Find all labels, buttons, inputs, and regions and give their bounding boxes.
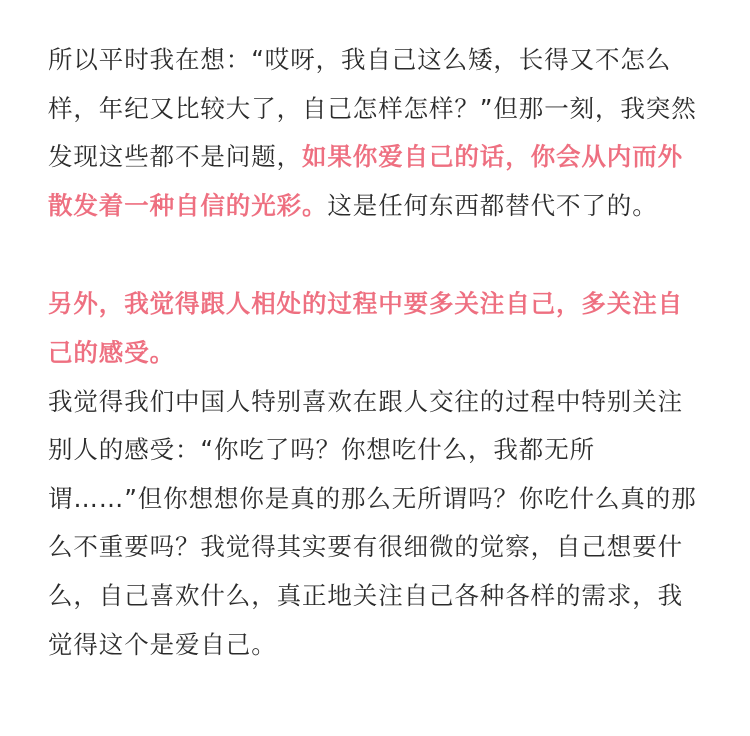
paragraph-spacer [48,230,708,280]
paragraph-care-for-self: 我觉得我们中国人特别喜欢在跟人交往的过程中特别关注别人的感受：“你吃了吗？你想吃什么，我都无所谓……”但你想想你是真的那么无所谓吗？你吃什么真的那么不重要吗？我觉得其实要有很细微的觉察，自己想要什么，自己喜欢什么，真正地关注自己各种各样的需求，我觉得这个是爱自己。 [48,386,697,659]
section-heading: 另外，我觉得跟人相处的过程中要多关注自己，多关注自己的感受。 [48,289,683,367]
paragraph-text-before-highlight: 所以平时我在想：“哎呀，我自己这么矮，长得又不怎么样，年纪又比较大了，自己怎样怎样？”但那一刻，我突然发现这些都不是问题， [48,45,697,172]
article-body [48,36,708,669]
paragraph-self-confidence [48,36,708,230]
paragraph-text-after-highlight: 这是任何东西都替代不了的。 [327,190,658,220]
highlighted-quote: 如果你爱自己的话，你会从内而外散发着一种自信的光彩。 [48,142,683,220]
